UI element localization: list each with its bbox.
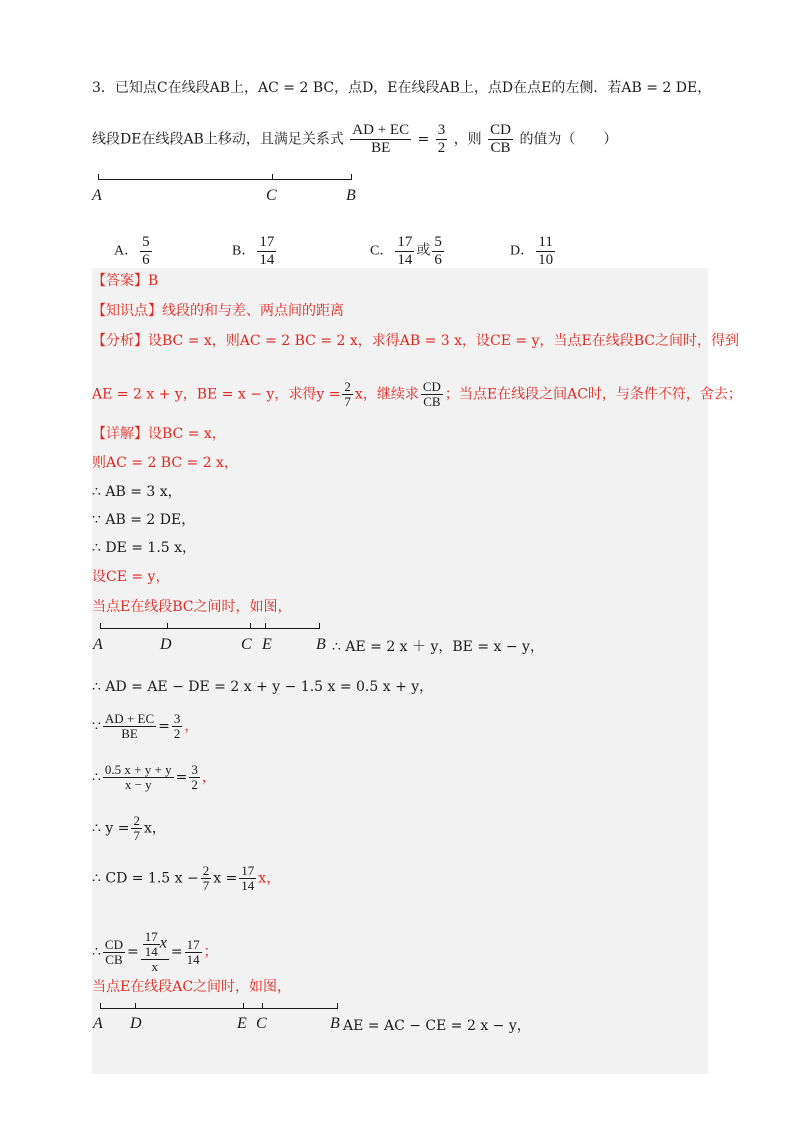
detail-line-7: ∴ AD = AE − DE = 2 x + y − 1.5 x = 0.5 x + y， — [92, 679, 434, 695]
option-c[interactable] — [370, 234, 446, 269]
detail-line-10: ∴ y = $\frac{2}{7}$ x， — [92, 813, 166, 843]
figure-3-equation: AE = AC − CE = 2 x − y， — [343, 1018, 531, 1034]
tick-c — [250, 623, 251, 629]
label-c: C — [266, 187, 277, 204]
tick-a — [98, 174, 99, 180]
label-b: B — [330, 1015, 340, 1032]
option-a-label: A． — [114, 243, 139, 259]
detail-line-5: 设CE = y， — [92, 569, 170, 585]
label-d: D — [160, 636, 172, 653]
two-sevenths-fraction: $\frac{2}{7}$ — [344, 379, 351, 409]
target-fraction: $\frac{CD}{CB}$ — [490, 122, 511, 156]
tick-d — [167, 623, 168, 629]
tick-e — [265, 623, 266, 629]
label-c: C — [241, 636, 252, 653]
label-e: E — [262, 636, 272, 653]
tick-b — [319, 623, 320, 629]
detail-line-2: ∴ AB = 3 x， — [92, 484, 182, 500]
label-a: A — [93, 1015, 103, 1032]
tick-c — [272, 174, 273, 180]
equals-sign: = — [417, 131, 430, 148]
tick-c — [262, 1003, 263, 1009]
question-text: 线段DE在线段AB上移动，且满足关系式 — [92, 131, 344, 148]
label-a: A — [93, 636, 103, 653]
detail-line-4: ∴ DE = 1.5 x， — [92, 540, 197, 556]
detail-line-8: ∵ $\frac{AD + EC}{BE}$ = $\frac{3}{2}$ ， — [92, 711, 199, 741]
segment-ab — [98, 179, 352, 180]
detail-line-9: ∴ $\frac{0.5 x + y + y}{x - y}$ = $\frac{3}{2}$ ， — [92, 762, 216, 792]
segment-ab-2 — [100, 628, 320, 629]
option-b[interactable] — [232, 234, 278, 269]
label-b: B — [316, 636, 326, 653]
tick-a — [100, 623, 101, 629]
detail-line-12: ∴ $\frac{CD}{CB}$ = $\frac{17}{14}$ x x = $\frac{17}{14}$ ； — [92, 929, 218, 974]
analysis-line-1: 【分析】设BC = x，则AC = 2 BC = 2 x，求得AB = 3 x，设CE = y，当点E在线段BC之间时，得到 — [92, 333, 739, 349]
cd-cb-fraction: $\frac{CD}{CB}$ — [422, 379, 441, 409]
label-d: D — [130, 1015, 142, 1032]
tick-a — [100, 1003, 101, 1009]
answer-tag: 【答案】B — [92, 273, 159, 289]
detail-line-11: ∴ CD = 1.5 x − $\frac{2}{7}$ x = $\frac{17}{14}$ x， — [92, 863, 281, 893]
condition-fraction: $\frac{AD + EC}{BE}$ — [352, 122, 410, 156]
label-a: A — [92, 187, 102, 204]
detail-line-1: 则AC = 2 BC = 2 x， — [92, 455, 238, 471]
detail-line-13: 当点E在线段AC之间时，如图， — [92, 979, 292, 995]
compound-fraction: $\frac{17}{14}$ x x — [141, 930, 169, 974]
option-b-value: $\frac{17}{14}$ — [259, 234, 275, 268]
option-c-label: C． — [370, 243, 394, 259]
option-c-value-1: $\frac{17}{14}$ — [397, 234, 413, 268]
option-a-value: $\frac{5}{6}$ — [142, 234, 150, 268]
analysis-line-2: AE = 2 x + y，BE = x − y，求得y = $\frac{2}{7}$ x，继续求 $\frac{CD}{CB}$ ；当点E在线段之间AC时，与条件不符，舍去； — [92, 379, 742, 409]
three-halves-fraction: $\frac{3}{2}$ — [437, 122, 446, 156]
label-c: C — [256, 1015, 267, 1032]
option-c-value-2: $\frac{5}{6}$ — [434, 234, 442, 268]
option-d-value: $\frac{11}{10}$ — [538, 234, 554, 268]
tick-b — [351, 174, 352, 180]
tick-b — [337, 1003, 338, 1009]
detail-line-3: ∵ AB = 2 DE， — [92, 512, 196, 528]
option-b-label: B． — [232, 243, 256, 259]
question-line-2 — [92, 122, 617, 157]
question-text: 的值为（ ） — [519, 131, 618, 148]
detail-line-6: 当点E在线段BC之间时，如图， — [92, 599, 292, 615]
detail-line-0: 【详解】设BC = x， — [92, 426, 226, 442]
tick-d — [135, 1003, 136, 1009]
question-text: ，则 — [453, 131, 482, 148]
knowledge-point: 【知识点】线段的和与差、两点间的距离 — [92, 303, 344, 319]
question-line-1: 3．已知点C在线段AB上，AC = 2 BC，点D，E在线段AB上，点D在点E的左侧．若AB = 2 DE， — [92, 80, 712, 96]
label-e: E — [237, 1015, 247, 1032]
label-b: B — [346, 187, 356, 204]
tick-e — [243, 1003, 244, 1009]
option-d[interactable] — [510, 234, 557, 269]
option-a[interactable] — [114, 234, 154, 269]
option-d-label: D． — [510, 243, 535, 259]
option-c-or: 或 — [416, 243, 431, 259]
figure-2-equation: ∴ AE = 2 x ＋ y，BE = x − y， — [332, 639, 544, 655]
